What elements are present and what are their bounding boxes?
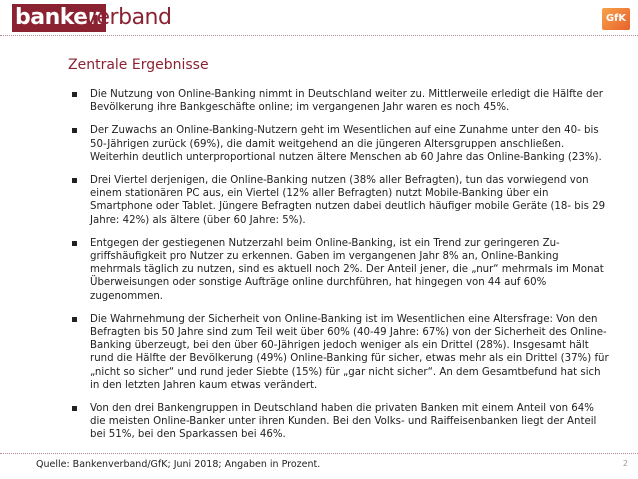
list-item [72,237,612,303]
list-item [72,402,612,442]
list-item-text: Drei Viertel derjenigen, die Online-Banking nutzen (38% aller Befragten), tun das vorwiegend von einem stationären PC aus, ein Viertel (12% aller Befragten) nutzt Mobile-Banking über ein Smartphone oder Tablet. Jüngere Befragten nutzen dabei deutlich häufiger mobile Geräte (18- bis 29 Jahre: 42%) als ältere (über 60 Jahre: 5%). [90,175,606,226]
bullet-icon [72,241,77,246]
list-item [72,124,612,164]
source-note: Quelle: Bankenverband/GfK; Juni 2018; Angaben in Prozent. [36,459,321,470]
list-item-text: Entgegen der gestiegenen Nutzerzahl beim Online-Banking, ist ein Trend zur geringeren Zu-griffshäufigkeit pro Nutzer zu erkennen. Gaben im vergangenen Jahr 8% an, Online-Banking mehrmals täglich zu nutzen, sind es aktuell noch 2%. Der Anteil jener, die „nur“ mehrmals im Monat Überweisungen oder sonstige Aufträge online durchführen, hat hingegen von 44 auf 60% zugenommen. [90,237,604,302]
bullet-icon [72,406,77,411]
bullet-icon [72,128,77,133]
bullet-icon [72,178,77,183]
list-item-text: Von den drei Bankengruppen in Deutschland haben die privaten Banken mit einem Anteil von 64% die meisten Online-Banker unter ihren Kunden. Bei den Volks- und Raiffeisenbanken liegt der Anteil bei 51%, bei den Sparkassen bei 46%. [90,403,597,441]
list-item-text: Der Zuwachs an Online-Banking-Nutzern geht im Wesentlichen auf eine Zunahme unter den 40- bis 50-Jährigen zurück (69%), die damit weitgehend an die jüngeren Altersgruppen anschließen. Weiterhin deutlich unterproportional nutzen ältere Menschen ab 60 Jahre das Online-Banking (23%). [90,125,602,163]
page-title: Zentrale Ergebnisse [68,57,209,73]
list-item [72,313,612,392]
gfk-logo: GfK [602,8,630,30]
results-list [72,88,612,452]
page-number: 2 [622,459,628,468]
bullet-icon [72,317,77,322]
header-divider [0,35,638,36]
logo-light-text: verband [84,5,172,30]
list-item-text: Die Nutzung von Online-Banking nimmt in Deutschland weiter zu. Mittlerweile erledigt die Hälfte der Bevölkerung ihre Bankgeschäfte online; im vergangenen Jahr waren es noch 45%. [90,89,603,114]
logo-bold-text: banken [12,4,106,32]
list-item [72,88,612,114]
list-item-text: Die Wahrnehmung der Sicherheit von Online-Banking ist im Wesentlichen eine Altersfrage: Von den Befragten bis 50 Jahre sind zum Teil weit über 60% (40-49 Jahre: 67%) von der Sicherheit des Online-Banking überzeugt, bei den über 60-Jährigen jedoch weniger als ein Drittel (28%). Insgesamt hält rund die Hälfte der Bevölkerung (49%) Online-Banking für sicher, etwas mehr als ein Drittel (37%) für „nicht so sicher“ und rund jeder Siebte (15%) für „gar nicht sicher“. An dem Gesamtbefund hat sich in den letzten Jahren kaum etwas verändert. [90,313,609,391]
list-item [72,174,612,227]
footer-divider [0,453,638,454]
bullet-icon [72,92,77,97]
